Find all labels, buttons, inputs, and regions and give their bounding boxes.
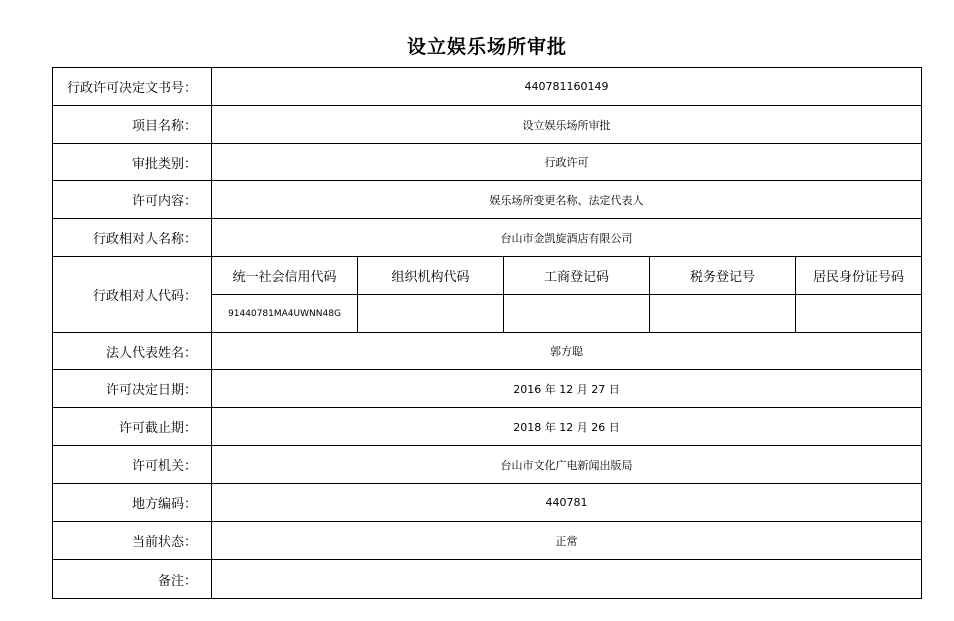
legal-rep-value: 郭方聪 [212,333,922,370]
code-value-org [358,295,504,333]
code-header-tax: 税务登记号 [650,257,796,295]
code-header-id: 居民身份证号码 [796,257,922,295]
decision-number-value: 440781160149 [212,68,922,106]
row-counterparty-code-headers [53,257,922,295]
row-label: 行政相对人代码： [53,257,212,333]
row-label: 许可截止期： [53,408,212,446]
status-value: 正常 [212,522,922,560]
row-status [53,522,922,560]
row-decision-number [53,68,922,106]
row-label: 行政相对人名称： [53,219,212,257]
page-title: 设立娱乐场所审批 [406,36,567,58]
row-remarks [53,560,922,599]
remarks-value [212,560,922,599]
code-header-org: 组织机构代码 [358,257,504,295]
row-label: 审批类别： [53,144,212,181]
permit-table [52,67,922,599]
code-value-business [504,295,650,333]
row-permit-content [53,181,922,219]
row-project-name [53,106,922,144]
row-label: 法人代表姓名： [53,333,212,370]
row-label: 许可机关： [53,446,212,484]
authority-value: 台山市文化广电新闻出版局 [212,446,922,484]
code-value-id [796,295,922,333]
row-label: 行政许可决定文书号： [53,68,212,106]
expiry-date-value: 2018 年 12 月 26 日 [212,408,922,446]
row-authority [53,446,922,484]
counterparty-name-value: 台山市金凯旋酒店有限公司 [212,219,922,257]
row-label: 备注： [53,560,212,599]
project-name-value: 设立娱乐场所审批 [212,106,922,144]
decision-date-value: 2016 年 12 月 27 日 [212,370,922,408]
code-value-tax [650,295,796,333]
approval-type-value: 行政许可 [212,144,922,181]
row-region-code [53,484,922,522]
row-label: 项目名称： [53,106,212,144]
code-header-business: 工商登记码 [504,257,650,295]
region-code-value: 440781 [212,484,922,522]
row-label: 许可内容： [53,181,212,219]
row-approval-type [53,144,922,181]
code-header-credit: 统一社会信用代码 [212,257,358,295]
row-expiry-date [53,408,922,446]
row-counterparty-name [53,219,922,257]
row-legal-rep [53,333,922,370]
code-value-credit: 91440781MA4UWNN48G [212,295,358,333]
row-label: 当前状态： [53,522,212,560]
row-label: 地方编码： [53,484,212,522]
row-decision-date [53,370,922,408]
permit-content-value: 娱乐场所变更名称、法定代表人 [212,181,922,219]
row-label: 许可决定日期： [53,370,212,408]
